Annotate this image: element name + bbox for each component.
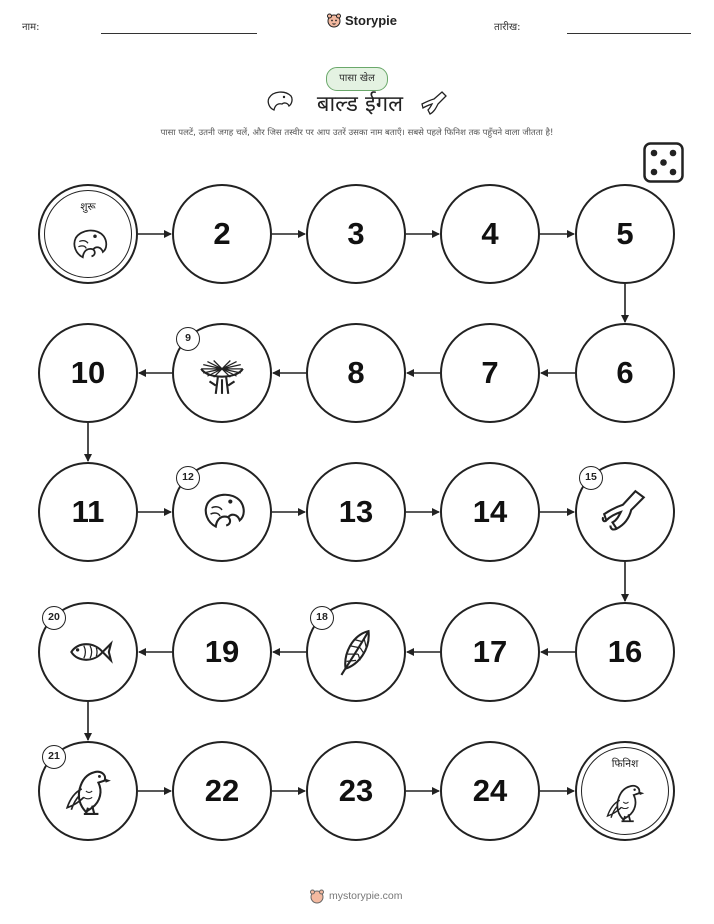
space-number: 7: [481, 355, 499, 390]
space-number: 24: [472, 773, 508, 808]
brand-name: Storypie: [345, 12, 398, 28]
space-number: 14: [472, 494, 508, 529]
space-number: 13: [338, 494, 374, 529]
space-number-badge: 21: [42, 745, 66, 769]
space-number-badge: 20: [42, 606, 66, 630]
footer-url[interactable]: mystorypie.com: [329, 890, 403, 902]
board-space-8: [306, 323, 406, 423]
board-space-20: [38, 602, 138, 702]
instructions: पासा पलटें, उतनी जगह चलें, और जिस तस्वीर पर आप उतरें उसका नाम बताएँ। सबसे पहले फिनिश तक पहुँचने वाला जीतता है!: [160, 128, 554, 138]
space-number: 5: [616, 216, 634, 251]
space-number-badge: 9: [176, 327, 200, 351]
space-number: 16: [607, 634, 643, 669]
eagle-icon: [604, 781, 646, 823]
space-number: 2: [213, 216, 231, 251]
storypie-logo-icon: [309, 888, 325, 904]
talon-icon: [600, 487, 650, 537]
board-space-16: [575, 602, 675, 702]
board-space-15: [575, 462, 675, 562]
eagle-head-icon: [197, 487, 247, 537]
eagle-icon: [63, 766, 113, 816]
space-number: 4: [481, 216, 499, 251]
nest-icon: [197, 348, 247, 398]
board-space-9: [172, 323, 272, 423]
board-space-12: [172, 462, 272, 562]
board-space-3: [306, 184, 406, 284]
feather-icon: [331, 627, 381, 677]
space-number-badge: 18: [310, 606, 334, 630]
space-number: 11: [71, 494, 105, 529]
eagle-head-icon: [67, 224, 109, 266]
board-space-21: [38, 741, 138, 841]
board-space-2: [172, 184, 272, 284]
space-number: 23: [338, 773, 374, 808]
space-number: 22: [204, 773, 240, 808]
board-space-22: [172, 741, 272, 841]
space-number: 6: [616, 355, 634, 390]
board-space-10: [38, 323, 138, 423]
fish-icon: [63, 627, 113, 677]
board-space-24: [440, 741, 540, 841]
board-space-5: [575, 184, 675, 284]
board-space-18: [306, 602, 406, 702]
board-space-23: [306, 741, 406, 841]
board-space-13: [306, 462, 406, 562]
game-type-badge: पासा खेल: [326, 67, 388, 91]
space-number-badge: 15: [579, 466, 603, 490]
space-number-badge: 12: [176, 466, 200, 490]
page-title: बाल्ड ईगल: [316, 92, 404, 117]
name-label: नाम:: [22, 22, 40, 33]
board-space-14: [440, 462, 540, 562]
start-label: शुरू: [80, 201, 96, 213]
space-number: 8: [347, 355, 365, 390]
space-number: 3: [347, 216, 365, 251]
date-label: तारीख:: [494, 22, 521, 33]
board-space-17: [440, 602, 540, 702]
board-space-19: [172, 602, 272, 702]
board-space-11: [38, 462, 138, 562]
finish-label: फिनिश: [611, 758, 639, 770]
space-number: 10: [70, 355, 106, 390]
board-space-4: [440, 184, 540, 284]
board-space-25: [575, 741, 675, 841]
footer: [309, 888, 403, 904]
space-number: 19: [204, 634, 240, 669]
space-number: 17: [472, 634, 508, 669]
board-space-6: [575, 323, 675, 423]
board-space-1: [38, 184, 138, 284]
board-space-7: [440, 323, 540, 423]
